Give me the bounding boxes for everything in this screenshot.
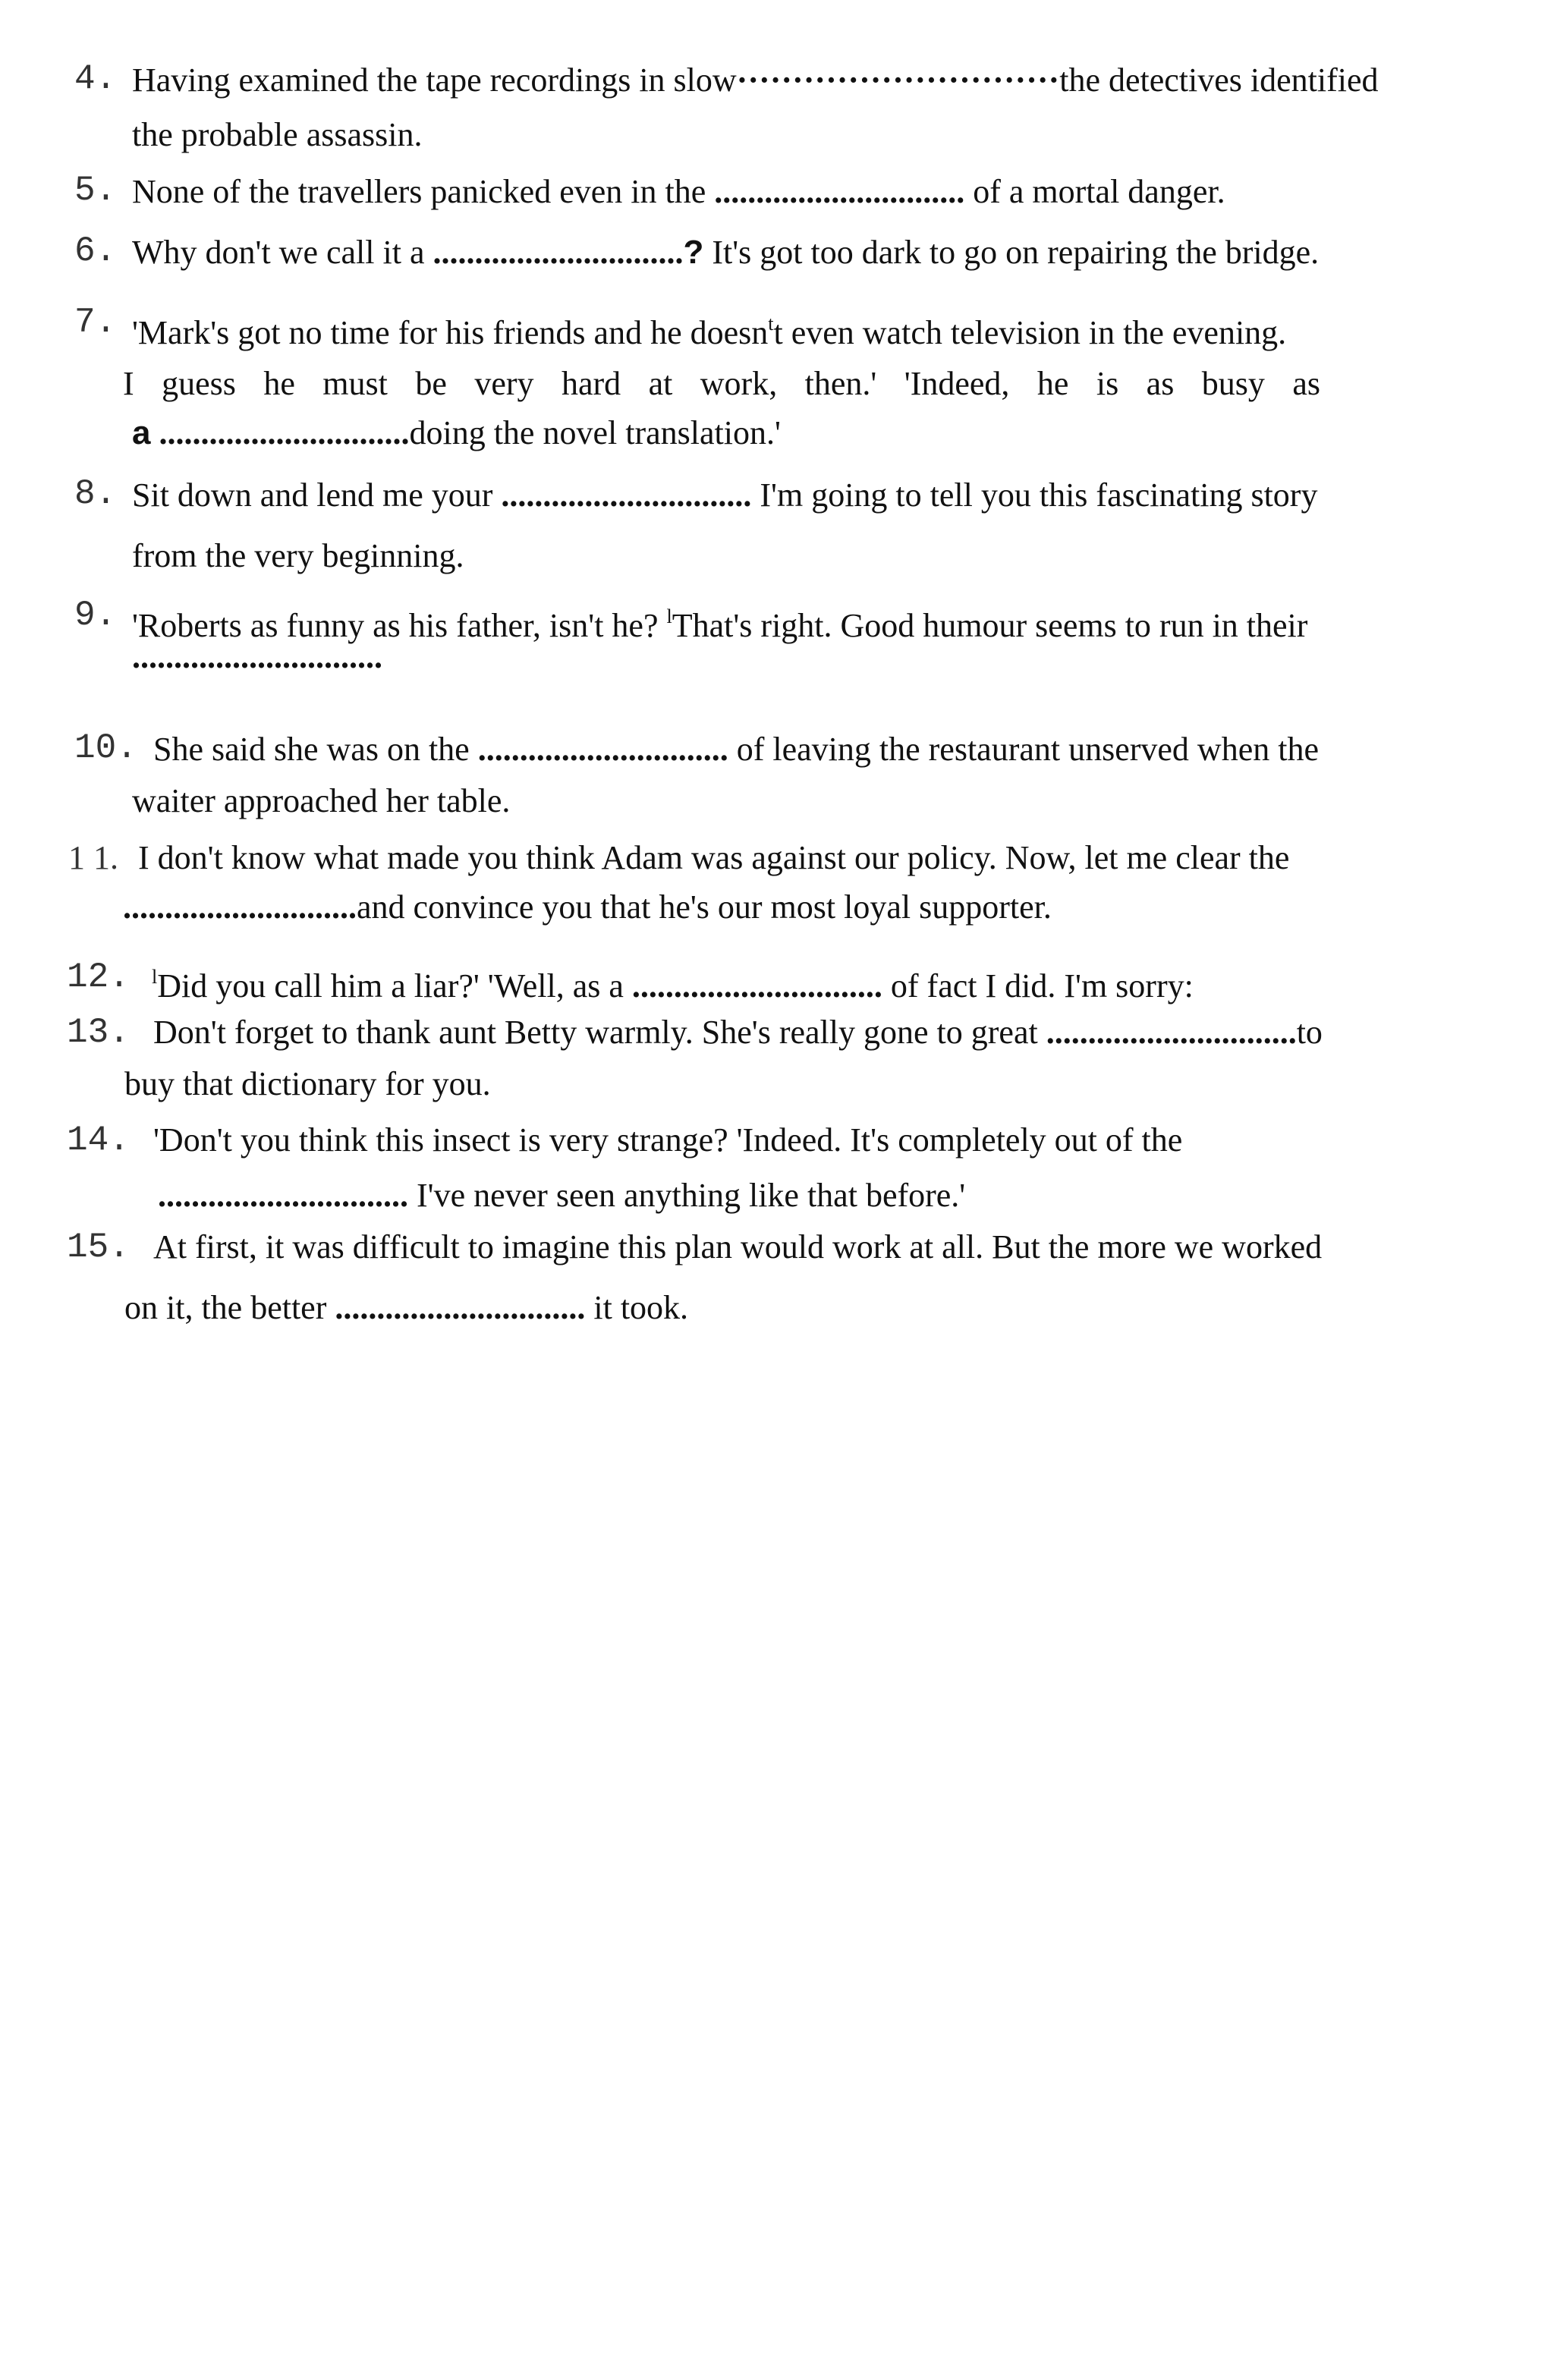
question-5-number: 5. — [74, 171, 117, 210]
question-8-text: Sit down and lend me your — [132, 476, 502, 514]
question-12-text: Did you call him a liar?' 'Well, as a — [157, 967, 632, 1005]
question-14-line-2 — [158, 1174, 1516, 1217]
question-4-text-after: the detectives identified — [1059, 61, 1379, 99]
question-9-number: 9. — [74, 596, 117, 635]
question-12-blank[interactable]: .............................. — [631, 967, 882, 1005]
question-7-number: 7. — [74, 303, 117, 342]
question-8-number: 8. — [74, 474, 117, 514]
question-9-text-after: That's right. Good humour seems to run in their — [672, 607, 1308, 644]
question-15-text: At first, it was difficult to imagine this plan would work at all. But the more we worked — [153, 1228, 1323, 1265]
question-7-text-after: t even watch television in the evening. — [773, 314, 1287, 351]
question-14-text-after: I've never seen anything like that before.' — [408, 1177, 966, 1214]
question-15-line-1 — [153, 1226, 1490, 1269]
question-7-line-2: I guess he must be very hard at work, then.' 'Indeed, he is as busy as — [123, 365, 1320, 402]
question-8-line-2: from the very beginning. — [132, 537, 464, 574]
question-8-line-1 — [132, 474, 1490, 517]
question-6-blank[interactable]: .............................. — [433, 234, 684, 271]
question-15-line-2 — [124, 1287, 1483, 1329]
question-12-text-after: of fact I did. I'm sorry: — [882, 967, 1194, 1005]
question-6-text-after: It's got too dark to go on repairing the bridge. — [703, 234, 1320, 271]
question-7-line-1 — [132, 303, 1490, 354]
question-7-line-3 — [132, 412, 1490, 454]
question-7-text-after-blank: doing the novel translation.' — [409, 414, 781, 451]
question-4-number: 4. — [74, 59, 117, 99]
question-13-line-1 — [153, 1011, 1490, 1054]
question-15-number: 15. — [67, 1228, 130, 1267]
question-9-blank[interactable]: .............................. — [132, 638, 382, 675]
question-14-number: 14. — [67, 1121, 130, 1160]
question-10-text: She said she was on the — [153, 731, 478, 768]
question-15-text-before: on it, the better — [124, 1289, 335, 1326]
question-13-line-2: buy that dictionary for you. — [124, 1065, 491, 1102]
question-11-line-2 — [123, 886, 1481, 929]
question-12-superscript: l — [152, 966, 158, 988]
question-10-number: 10. — [74, 728, 137, 768]
question-11-text: I don't know what made you think Adam was against our policy. Now, let me clear the — [138, 839, 1290, 876]
question-5-line-1 — [132, 171, 1490, 213]
question-9-line-2 — [132, 636, 1490, 678]
question-4-line-2: the probable assassin. — [132, 116, 423, 153]
question-5-text: None of the travellers panicked even in the — [132, 173, 715, 210]
question-14-blank[interactable]: .............................. — [158, 1177, 408, 1214]
question-13-text: Don't forget to thank aunt Betty warmly. She's really gone to great — [153, 1014, 1046, 1051]
question-9-superscript: l — [666, 605, 672, 627]
question-15-blank[interactable]: .............................. — [335, 1289, 586, 1326]
question-11-blank[interactable]: ............................ — [123, 888, 357, 926]
question-9-text: 'Roberts as funny as his father, isn't he? — [132, 607, 667, 644]
question-6-question-mark: ? — [683, 234, 704, 271]
question-13-text-after: to — [1296, 1014, 1323, 1051]
question-4-line-1 — [132, 59, 1490, 102]
question-14-line-1 — [153, 1119, 1490, 1162]
question-13-blank[interactable]: .............................. — [1046, 1014, 1297, 1051]
question-11-text-after: and convince you that he's our most loyal supporter. — [357, 888, 1052, 926]
question-6-line-1 — [132, 231, 1490, 274]
question-10-text-after: of leaving the restaurant unserved when the — [728, 731, 1319, 768]
question-5-text-after: of a mortal danger. — [964, 173, 1225, 210]
question-15-text-after: it took. — [585, 1289, 689, 1326]
question-7-blank[interactable]: .............................. — [150, 414, 410, 451]
question-10-blank[interactable]: .............................. — [477, 731, 728, 768]
question-8-blank[interactable]: .............................. — [501, 476, 752, 514]
question-11-line-1 — [138, 837, 1490, 879]
question-11-number: 1 1. — [68, 839, 118, 876]
question-6-number: 6. — [74, 231, 117, 271]
question-7-article: a — [132, 414, 151, 451]
question-5-blank[interactable]: .............................. — [714, 173, 965, 210]
question-13-number: 13. — [67, 1013, 130, 1052]
question-6-text: Why don't we call it a — [132, 234, 433, 271]
question-4-blank[interactable]: ····························· — [736, 61, 1060, 99]
question-12-line-1 — [152, 956, 1490, 1008]
question-10-line-1 — [153, 728, 1490, 771]
question-8-text-after: I'm going to tell you this fascinating story — [751, 476, 1318, 514]
question-7-text: 'Mark's got no time for his friends and he doesn — [132, 314, 769, 351]
question-7-superscript: t — [768, 313, 774, 335]
question-4-text: Having examined the tape recordings in slow — [132, 61, 737, 99]
question-12-number: 12. — [67, 957, 130, 997]
question-14-text: 'Don't you think this insect is very strange? 'Indeed. It's completely out of the — [153, 1121, 1183, 1159]
question-10-line-2: waiter approached her table. — [132, 782, 511, 819]
